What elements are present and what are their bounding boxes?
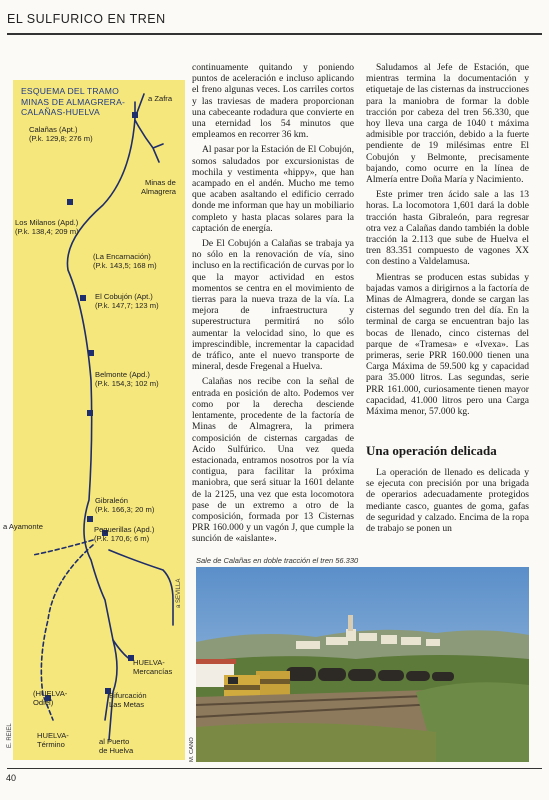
map-credit: E. REIEL xyxy=(7,723,13,748)
map-label-bifurcacion-1: Bifurcación xyxy=(109,691,147,700)
section-title: EL SULFURICO EN TREN xyxy=(7,12,166,26)
map-label-huelva-term-2: Término xyxy=(37,740,65,749)
map-label-milanos: Los Milanos (Apd.) xyxy=(15,218,79,227)
ayamonte-line xyxy=(33,540,93,555)
map-label-peguerillas: Peguerillas (Apd.) xyxy=(94,525,155,534)
map-label-cobujon-pk: (P.k. 147,7; 123 m) xyxy=(95,301,159,310)
map-label-gibraleon: Gibraleón xyxy=(95,496,128,505)
map-label-calanas-pk: (P.k. 129,8; 276 m) xyxy=(29,134,93,143)
minas-branch xyxy=(135,120,163,162)
article-column-1 xyxy=(192,62,354,545)
paragraph: Este primer tren ácido sale a las 13 horas. La locomotora 1,601 dará la doble tracción hasta Gibraleón, para regresar otra vez a Calañas dando también la doble tracción la 2.113 que sube de Huelva el tren 83.351 compuesto de vagones XX con destino a Valdelamusa. xyxy=(366,189,529,268)
subheading: Una operación delicada xyxy=(366,443,497,458)
map-label-huelva-merc-1: HUELVA- xyxy=(133,658,165,667)
paragraph: De El Cobujón a Calañas se trabaja ya no sólo en la renovación de vía, sino incluso en la rectificación de curvas por lo que la mayor actividad en estos momentos se centra en el movimiento de tierras para la nueva traza de la vía. La mejora de infraestructura y superestructura permitirá no sólo aumentar la velocidad sino, lo que es imprescindible, incrementar la capacidad de tráfico, ante el nuevo transporte de mineral, desde Fregenal a Huelva. xyxy=(192,238,354,373)
map-label-milanos-pk: (P.k. 138,4; 209 m) xyxy=(15,227,79,236)
map-label-encarnacion: (La Encarnación) xyxy=(93,252,151,261)
paragraph: continuamente quitando y poniendo puntos de aceleración e incluso aplicando el freno algunas veces. Los carriles cortos y las traviesas de madera proporcionan una cabeceante rodadura que convierte en una eternidad los 54 minutos que empleamos en recorrer 36 km. xyxy=(192,62,354,141)
sevilla-line xyxy=(109,550,173,625)
map-label-encarnacion-pk: (P.k. 143,5; 168 m) xyxy=(93,261,157,270)
photo-credit: M. CANO xyxy=(189,737,195,762)
paragraph: Mientras se producen estas subidas y bajadas vamos a dirigirnos a la factoría de Minas de Almagrera, donde se cargan las cisternas del segundo tren del día. En la terminal de carga se encuentran bajo las bocas de llenado, cinco cisternas del parque de «Tramesa» e «Ivexa». Las primeras, serie PRR 160.000 tienen una Carga Máxima de 59.500 kg y capacidad para 35.000 litros. Las segundas, serie PRR 161.000, curiosamente tienen mayor capacidad, 41.000 litros pero una Carga Máxima menor, 57.000 kg. xyxy=(366,271,529,418)
map-label-puerto-1: al Puerto xyxy=(99,737,130,746)
map-label-minas: Minas de xyxy=(145,178,176,187)
map-label-belmonte: Belmonte (Apd.) xyxy=(95,370,150,379)
train-photo-drawing xyxy=(196,567,529,762)
map-label-huelva-term-1: HUELVA- xyxy=(37,731,69,740)
paragraph: Saludamos al Jefe de Estación, que mientras termina la documentación y etiquetaje de las cisternas da instrucciones para la maniobra de formar la doble tracción por cabeza del tren 56.330, que hoy lleva una carga de 1040 t máxima admisible por tracción, debido a la fuerte pendiente de 19 milésimas entre El Cobujón y Belmonte, precisamente bajando, como ocurre en la línea de Almería entre Doña María y Nacimiento. xyxy=(366,62,529,186)
map-label-ayamonte: a Ayamonte xyxy=(3,522,43,531)
photo-caption: Sale de Calañas en doble tracción el tren 56.330 xyxy=(196,556,359,565)
page-number: 40 xyxy=(6,773,17,783)
header-rule xyxy=(7,33,542,35)
map-label-almagrera: Almagrera xyxy=(141,187,177,196)
map-title: ESQUEMA DEL TRAMO MINAS DE ALMAGRERA- CALAÑAS-HUELVA xyxy=(21,86,126,117)
map-label-puerto-2: de Huelva xyxy=(99,746,134,755)
map-label-gibraleon-pk: (P.k. 166,3; 20 m) xyxy=(95,505,155,514)
paragraph: Calañas nos recibe con la señal de entrada en posición de alto. Podemos ver como por la derecha desciende lentamente, procedente de la factoría de Minas de Almagrera, la primera composición de cisternas cargadas de Acido Sulfúrico. Una vez queda estacionada, entramos nosotros por la vía contigua, para facilitar la próxima maniobra, que será situar la 1601 delante de la 2125, una vez que esta locomotora pase de un extremo a otro de la composición, formada por 13 Cisternas PRR 160.000 y un vagón J, que cumple la sunción de «aislante». xyxy=(192,376,354,545)
map-label-belmonte-pk: (P.k. 154,3; 102 m) xyxy=(95,379,159,388)
map-label-sevilla: a SEVILLA xyxy=(176,578,182,608)
map-label-cobujon: El Cobujón (Apt.) xyxy=(95,292,153,301)
article-column-3 xyxy=(366,467,529,534)
article-column-2 xyxy=(366,62,529,417)
map-label-odiel-1: (HUELVA- xyxy=(33,689,68,698)
footer-rule xyxy=(7,768,542,769)
map-label-huelva-merc-2: Mercancías xyxy=(133,667,173,676)
route-map xyxy=(3,80,185,760)
main-line xyxy=(67,102,135,740)
map-label-calanas: Calañas (Apt.) xyxy=(29,125,78,134)
map-label-zafra: a Zafra xyxy=(148,94,173,103)
map-label-peguerillas-pk: (P.k. 170,6; 6 m) xyxy=(94,534,150,543)
paragraph: La operación de llenado es delicada y se ejecuta con precisión por una brigada de operarios adecuadamente protegidos mediante casco, guantes de goma, gafas de seguridad y calzado. Encima de la ropa de trabajo se ponen un xyxy=(366,467,529,535)
page-header xyxy=(7,12,542,26)
map-label-odiel-2: Odiel) xyxy=(33,698,54,707)
train-photo xyxy=(196,567,529,762)
map-label-bifurcacion-2: Las Metas xyxy=(109,700,145,709)
paragraph: Al pasar por la Estación de El Cobujón, somos saludados por excursionistas de mochila y vestimenta «hippy», que han acampado en el andén. Mucho me temo que acaben asaltando el edificio cerrado donde me informan que hay un mobiliario completo y hasta placas solares para la captación de energía. xyxy=(192,144,354,234)
